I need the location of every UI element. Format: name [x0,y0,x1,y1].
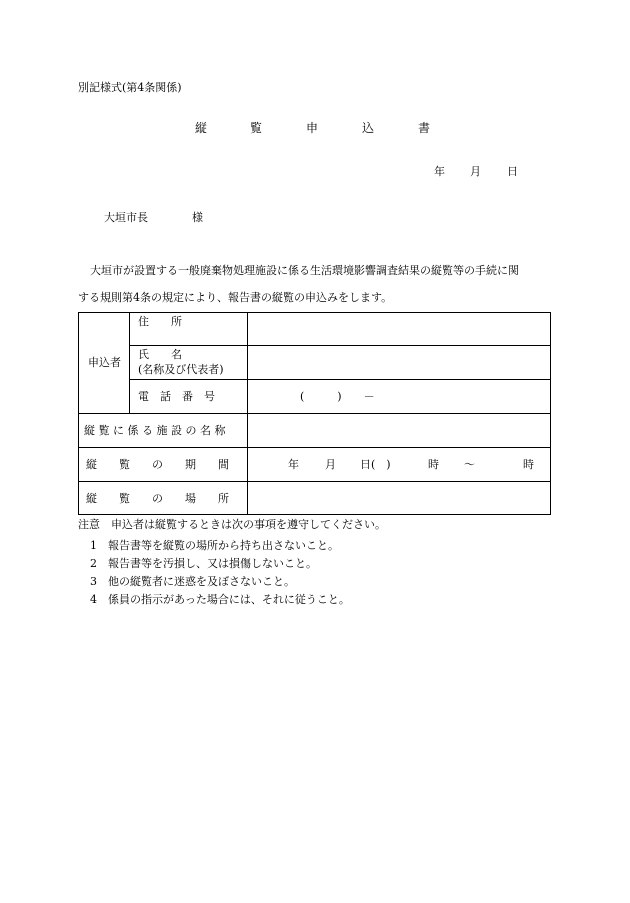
row-divider [129,345,551,346]
date-year: 年 [434,165,445,178]
period-hour-start: 時 [428,458,439,471]
period-year: 年 [288,458,299,471]
applicant-label: 申込者 [88,356,121,369]
row-divider [129,379,551,380]
name-sub-label: (名称及び代表者) [138,363,224,376]
name-field[interactable] [253,350,543,376]
period-hour-end: 時 [523,458,534,471]
addressee-name: 大垣市長 [104,211,148,224]
address-field[interactable] [253,316,543,342]
row-divider [78,447,551,448]
phone-field[interactable]: ( ) － [300,390,375,403]
title-char: 書 [418,121,431,135]
date-month: 月 [470,165,481,178]
row-divider [78,413,551,414]
form-label: 別記様式(第4条関係) [78,81,182,94]
title-char: 申 [306,121,319,135]
row-divider [78,481,551,482]
phone-label: 電 話 番 号 [138,390,215,403]
facility-field[interactable] [253,418,543,444]
title-char: 縦 [195,121,208,135]
place-field[interactable] [253,486,543,512]
period-day: 日( ) [360,458,391,471]
period-label: 縦 覧 の 期 間 [86,458,229,471]
date-day: 日 [507,165,518,178]
notes-heading: 注意 申込者は縦覧するときは次の事項を遵守してください。 [78,518,386,531]
application-table [78,312,551,515]
notes-item: 1 報告書等を縦覧の場所から持ち出さないこと。 [90,539,339,552]
intro-line-1: 大垣市が設置する一般廃棄物処理施設に係る生活環境影響調査結果の縦覧等の手続に関 [90,264,519,277]
title-char: 覧 [250,121,263,135]
name-label: 氏 名 [138,348,182,361]
applicant-divider [129,312,130,413]
notes-item: 4 係員の指示があった場合には、それに従うこと。 [90,593,350,606]
notes-item: 2 報告書等を汚損し、又は損傷しないこと。 [90,557,317,570]
period-month: 月 [325,458,336,471]
intro-line-2: する規則第4条の規定により、報告書の縦覧の申込みをします。 [78,291,393,304]
table-border-top [78,312,551,313]
place-label: 縦 覧 の 場 所 [86,492,229,505]
address-label: 住 所 [138,315,182,328]
addressee-honorific: 様 [192,211,203,224]
period-tilde: ～ [464,458,475,471]
notes-item: 3 他の縦覧者に迷惑を及ぼさないこと。 [90,575,295,588]
facility-label: 縦 覧 に 係 る 施 設 の 名 称 [84,424,226,437]
table-border-bottom [78,514,551,515]
title-char: 込 [362,121,375,135]
